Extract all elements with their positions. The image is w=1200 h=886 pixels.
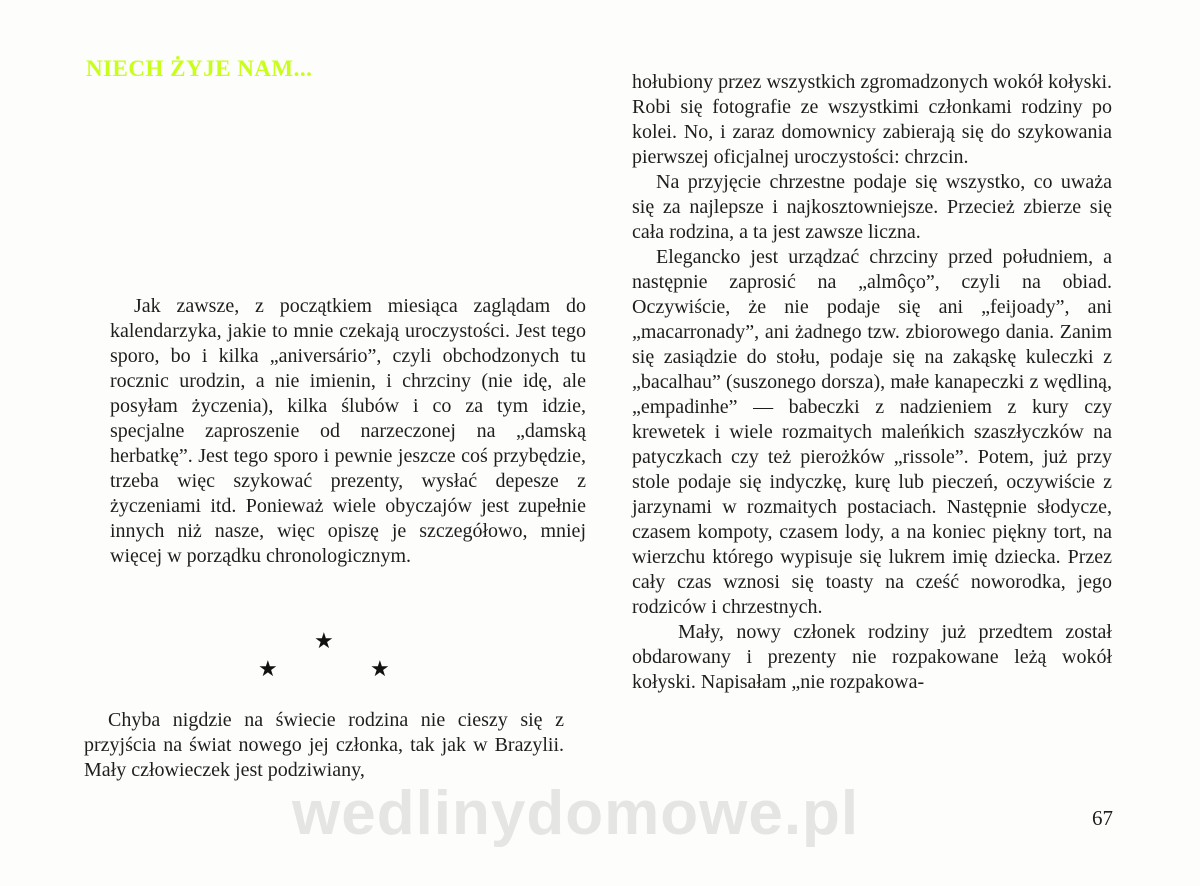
right-page-text <box>632 70 1112 695</box>
star-icon: ★ <box>370 656 390 681</box>
star-icon: ★ <box>314 628 334 653</box>
star-icon: ★ <box>258 656 278 681</box>
section-paragraph: Chyba nigdzie na świecie rodzina nie cieszy się z przyjścia na świat nowego jej członka, tak jak w Brazylii. Mały człowieczek jest podziwiany, <box>84 709 564 781</box>
section-separator <box>250 630 400 686</box>
left-page-section <box>84 708 564 783</box>
right-paragraph-1: hołubiony przez wszystkich zgromadzonych wokół kołyski. Robi się fotografie ze wszystkimi członkami rodziny po kolei. No, i zaraz domownicy zabierają się do szykowania pierwszej oficjalnej uroczystości: chrzcin. <box>632 71 1112 168</box>
right-paragraph-3: Elegancko jest urządzać chrzciny przed południem, a następnie zaprosić na „almôço”, czyli na obiad. Oczywiście, że nie podaje się ani „feijoady”, ani „macarronady”, ani żadnego tzw. zbiorowego dania. Zanim się zasiądzie do stołu, podaje się na zakąskę kuleczki z „bacalhau” (suszonego dorsza), małe kanapeczki z wędliną, „empadinhe” — babeczki z nadzieniem z kury czy krewetek i wiele rozmaitych maleńkich szaszłyczków na patyczkach czy też pierożków „rissole”. Potem, już przy stole podaje się indyczkę, kurę lub pieczeń, oczywiście z jarzynami w rozmaitych postaciach. Następnie słodycze, czasem kompoty, czasem lody, a na koniec piękny tort, na wierzchu którego wypisuje się lukrem imię dziecka. Przez cały czas wznosi się toasty na cześć noworodka, jego rodziców i chrzestnych. <box>632 246 1112 618</box>
left-page-intro <box>110 294 586 569</box>
watermark: wedlinydomowe.pl <box>292 779 860 848</box>
chapter-title: NIECH ŻYJE NAM... <box>86 56 313 81</box>
intro-paragraph: Jak zawsze, z początkiem miesiąca zaglądam do kalendarzyka, jakie to mnie czekają uroczystości. Jest tego sporo, bo i kilka „aniversário”, czyli obchodzonych tu rocznic urodzin, a nie imienin, i chrzciny (nie idę, ale posyłam życzenia), kilka ślubów i co za tym idzie, specjalne zaproszenie od narzeczonej na „damską herbatkę”. Jest tego sporo i pewnie jeszcze coś przybędzie, trzeba więc szykować prezenty, wysłać depesze z życzeniami itd. Ponieważ wiele obyczajów jest zupełnie innych niż nasze, więc opiszę je szczegółowo, mniej więcej w porządku chronologicznym. <box>110 295 586 567</box>
right-paragraph-2: Na przyjęcie chrzestne podaje się wszystko, co uważa się za najlepsze i najkosztowniejsze. Przecież zbierze się cała rodzina, a ta jest zawsze liczna. <box>632 171 1112 243</box>
right-paragraph-4: Mały, nowy członek rodziny już przedtem został obdarowany i prezenty nie rozpakowane leżą wokół kołyski. Napisałam „nie rozpakowa- <box>632 621 1112 693</box>
page-number: 67 <box>1092 806 1113 830</box>
